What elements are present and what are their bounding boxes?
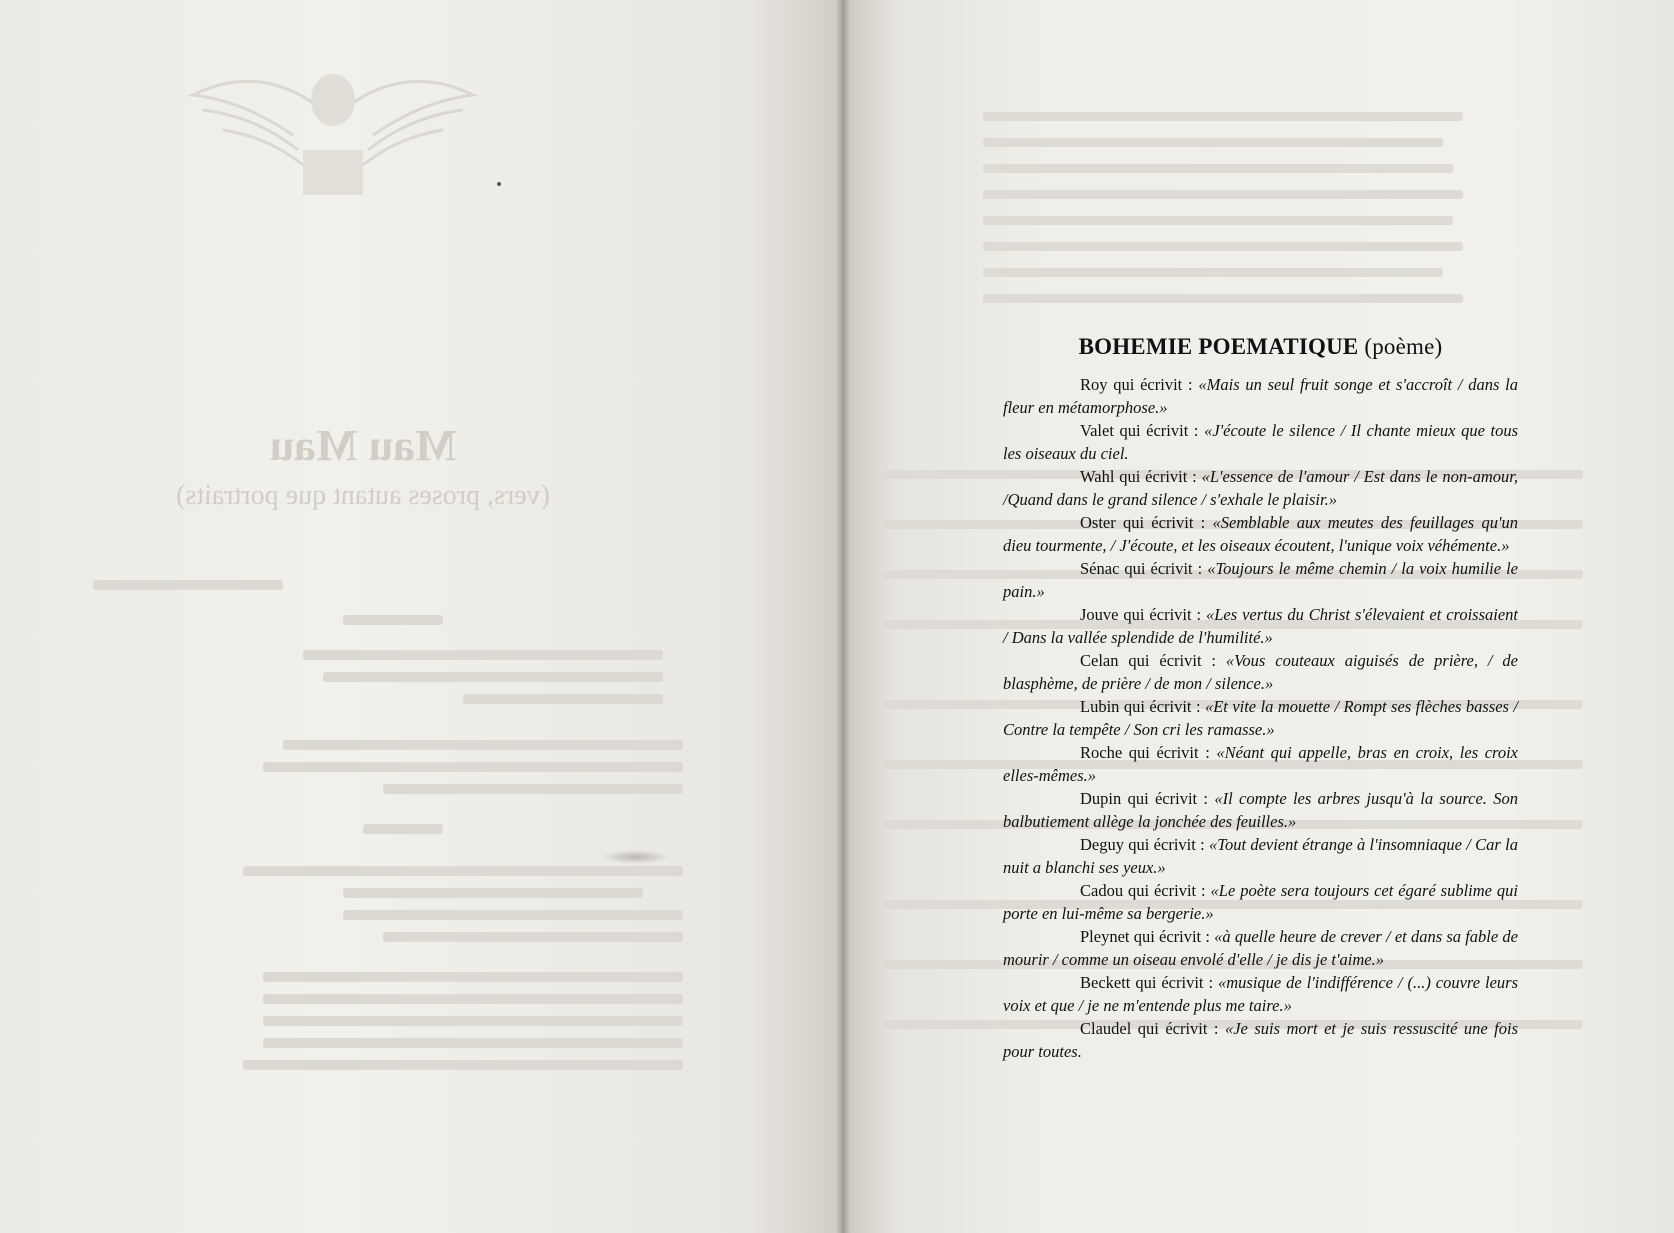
entry-quote: «Vous couteaux aiguisés de prière, / de blasphème, de prière / de mon / silence.» [1003, 651, 1518, 693]
poem-entry [1003, 649, 1518, 695]
paper-smudge [600, 850, 670, 864]
poem-entry [1003, 1017, 1518, 1063]
entry-quote: «Semblable aux meutes des feuillages qu'un dieu tourmente, / J'écoute, et les oiseaux écoutent, l'unique voix véhémente.» [1003, 513, 1518, 555]
ghost-text-line [983, 242, 1463, 251]
ghost-text-line [243, 1060, 683, 1070]
entry-quote: «à quelle heure de crever / et dans sa fable de mourir / comme un oiseau envolé d'elle / je dis je t'aime.» [1003, 927, 1518, 969]
ghost-text-line [463, 694, 663, 704]
poem-entry [1003, 971, 1518, 1017]
entry-quote: «Néant qui appelle, bras en croix, les croix elles-mêmes.» [1003, 743, 1519, 785]
poem-entry [1003, 419, 1518, 465]
entry-author: Cadou qui écrivit : [1080, 881, 1211, 900]
poem-entry [1003, 511, 1518, 557]
poem-block [1003, 334, 1518, 1063]
poem-entry [1003, 833, 1518, 879]
ghost-text-line [263, 762, 683, 772]
ghost-subtitle: (vers, proses autant que portraits) [176, 480, 550, 511]
entry-author: Dupin qui écrivit : [1080, 789, 1215, 808]
entry-quote: «Toujours le même chemin / la voix humilie le pain.» [1003, 559, 1518, 601]
poem-entry [1003, 373, 1518, 419]
ghost-text-line [243, 866, 683, 876]
entry-quote: «J'écoute le silence / Il chante mieux que tous les oiseaux du ciel. [1003, 421, 1518, 463]
entry-quote: «Le poète sera toujours cet égaré sublime qui porte en lui-même sa bergerie.» [1003, 881, 1518, 923]
poem-entry [1003, 465, 1518, 511]
ghost-text-line [983, 268, 1443, 277]
ghost-text-line [363, 824, 443, 834]
entry-quote: «Mais un seul fruit songe et s'accroît / dans la fleur en métamorphose.» [1003, 375, 1518, 417]
entry-author: Celan qui écrivit : [1080, 651, 1226, 670]
poem-entry [1003, 787, 1518, 833]
poem-entry [1003, 925, 1518, 971]
poem-title-suffix: (poème) [1358, 334, 1443, 359]
ghost-text-line [983, 138, 1443, 147]
ghost-text-line [983, 112, 1463, 121]
poem-entry [1003, 603, 1518, 649]
ghost-text-line [263, 994, 683, 1004]
entry-author: Roy qui écrivit : [1080, 375, 1199, 394]
ghost-text-line [93, 580, 283, 590]
entry-quote: «L'essence de l'amour / Est dans le non-amour, /Quand dans le grand silence / s'exhale le plaisir.» [1003, 467, 1518, 509]
poem-entry [1003, 557, 1518, 603]
ghost-text-line [263, 1038, 683, 1048]
ghost-text-line [343, 888, 643, 898]
winged-emblem-icon [183, 40, 483, 210]
entry-quote: «Les vertus du Christ s'élevaient et croissaient / Dans la vallée splendide de l'humilité.» [1003, 605, 1518, 647]
ghost-title: Mau Mau [269, 421, 457, 470]
ghost-text-line [263, 972, 683, 982]
ghost-text-line [383, 932, 683, 942]
poem-title [1003, 334, 1518, 360]
entry-author: Sénac qui écrivit : [1080, 559, 1208, 578]
entry-quote: «Tout devient étrange à l'insomniaque / Car la nuit a blanchi ses yeux.» [1003, 835, 1518, 877]
ghost-text-line [983, 216, 1453, 225]
entry-author: Lubin qui écrivit : [1080, 697, 1205, 716]
ghost-text-line [343, 615, 443, 625]
entry-author: Deguy qui écrivit : [1080, 835, 1210, 854]
ghost-text-line [983, 190, 1463, 199]
poem-entry [1003, 741, 1518, 787]
poem-entry [1003, 879, 1518, 925]
entry-quote: «Et vite la mouette / Rompt ses flèches basses / Contre la tempête / Son cri les ramasse.» [1003, 697, 1518, 739]
entry-author: Jouve qui écrivit : [1080, 605, 1206, 624]
ghost-text-line [983, 294, 1463, 303]
entry-author: Claudel qui écrivit : [1080, 1019, 1225, 1038]
entry-author: Valet qui écrivit : [1080, 421, 1205, 440]
ghost-text-line [383, 784, 683, 794]
poem-entry [1003, 695, 1518, 741]
entry-quote: «musique de l'indifférence / (...) couvre leurs voix et que / je ne m'entende plus me taire.» [1003, 973, 1518, 1015]
ink-speck [497, 182, 501, 186]
ghost-text-line [323, 672, 663, 682]
ghost-text-line [343, 910, 683, 920]
entry-author: Roche qui écrivit : [1080, 743, 1217, 762]
entry-author: Wahl qui écrivit : [1080, 467, 1202, 486]
ghost-text-line [283, 740, 683, 750]
poem-title-main: BOHEMIE POEMATIQUE [1078, 334, 1359, 359]
ghost-text-line [263, 1016, 683, 1026]
entry-quote: «Il compte les arbres jusqu'à la source. Son balbutiement allège la jonchée des feuilles.» [1003, 789, 1518, 831]
entry-author: Pleynet qui écrivit : [1080, 927, 1215, 946]
ghost-text-line [303, 650, 663, 660]
ghost-text-line [983, 164, 1453, 173]
entry-author: Oster qui écrivit : [1080, 513, 1213, 532]
entry-quote: «Je suis mort et je suis ressuscité une fois pour toutes. [1003, 1019, 1518, 1061]
entry-author: Beckett qui écrivit : [1080, 973, 1218, 992]
